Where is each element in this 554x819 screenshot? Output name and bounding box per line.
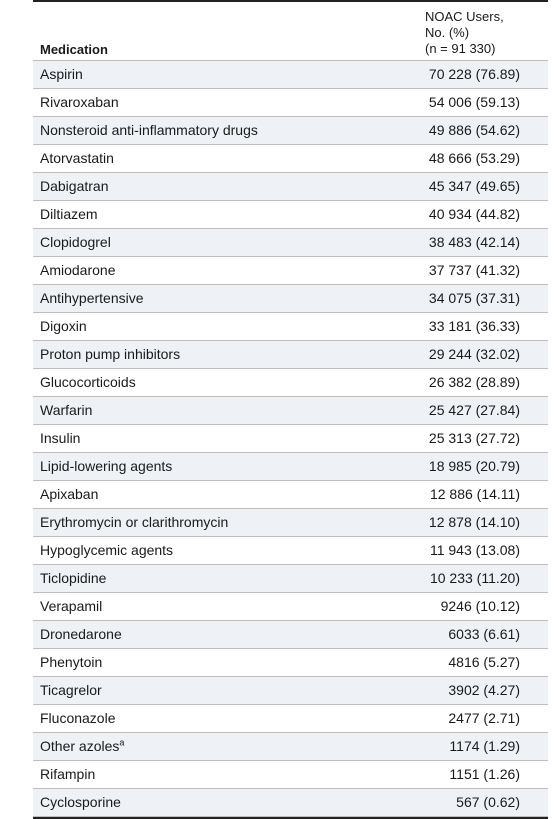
medication-name-text: Ticagrelor xyxy=(40,682,102,698)
noac-users-value: 25 313 (27.72) xyxy=(428,430,520,446)
medication-name xyxy=(40,206,98,222)
medication-name-text: Apixaban xyxy=(40,486,99,502)
noac-users-value: 33 181 (36.33) xyxy=(428,318,520,334)
medication-name xyxy=(40,766,95,782)
table-row xyxy=(33,313,548,341)
noac-users-value: 38 483 (42.14) xyxy=(428,234,520,250)
medication-name-text: Aspirin xyxy=(40,66,83,82)
table-row xyxy=(33,621,548,649)
medication-name-text: Antihypertensive xyxy=(40,290,144,306)
medication-name xyxy=(40,234,111,250)
medication-name xyxy=(40,94,119,110)
medication-name-text: Warfarin xyxy=(40,402,93,418)
medication-name xyxy=(40,458,172,474)
noac-users-value: 9246 (10.12) xyxy=(440,598,520,614)
noac-users-value: 4816 (5.27) xyxy=(448,654,520,670)
medication-name xyxy=(40,122,258,138)
medication-name-text: Dabigatran xyxy=(40,178,109,194)
table-row xyxy=(33,201,548,229)
table-row xyxy=(33,285,548,313)
table-row xyxy=(33,761,548,789)
medication-name-text: Nonsteroid anti-inflammatory drugs xyxy=(40,122,258,138)
table-body xyxy=(33,61,548,817)
noac-users-value: 6033 (6.61) xyxy=(448,626,520,642)
medication-name xyxy=(40,66,83,82)
noac-users-value: 54 006 (59.13) xyxy=(428,94,520,110)
noac-users-value: 25 427 (27.84) xyxy=(428,402,520,418)
medication-name xyxy=(40,346,180,362)
medication-name-text: Lipid-lowering agents xyxy=(40,458,173,474)
table-row xyxy=(33,61,548,89)
table-row xyxy=(33,341,548,369)
noac-header-line-2: No. (%) xyxy=(425,25,470,40)
table-row xyxy=(33,733,548,761)
medication-name-text: Glucocorticoids xyxy=(40,374,136,390)
table-row xyxy=(33,509,548,537)
medication-name xyxy=(40,626,122,642)
table-row xyxy=(33,481,548,509)
medication-name xyxy=(40,262,116,278)
noac-header-line-1: NOAC Users, xyxy=(425,9,504,24)
medication-name xyxy=(40,150,114,166)
medication-name-text: Atorvastatin xyxy=(40,150,114,166)
noac-users-value: 11 943 (13.08) xyxy=(429,542,520,558)
table-row xyxy=(33,705,548,733)
medication-name-text: Clopidogrel xyxy=(40,234,111,250)
medication-name xyxy=(40,178,109,194)
table-row xyxy=(33,89,548,117)
medication-name xyxy=(40,402,92,418)
noac-users-value: 18 985 (20.79) xyxy=(428,458,520,474)
table-row xyxy=(33,369,548,397)
noac-users-value: 567 (0.62) xyxy=(456,794,520,810)
medication-name-text: Dronedarone xyxy=(40,626,122,642)
noac-users-value: 12 886 (14.11) xyxy=(429,486,520,502)
medication-name xyxy=(40,486,98,502)
table-row xyxy=(33,565,548,593)
noac-users-value: 2477 (2.71) xyxy=(448,710,520,726)
noac-users-column-header xyxy=(425,9,504,57)
medication-name-text: Rivaroxaban xyxy=(40,94,119,110)
table-row xyxy=(33,453,548,481)
medication-name xyxy=(40,290,144,306)
noac-users-value: 37 737 (41.32) xyxy=(428,262,520,278)
medication-name-text: Cyclosporine xyxy=(40,794,121,810)
medication-name xyxy=(40,514,228,530)
noac-users-value: 70 228 (76.89) xyxy=(428,66,520,82)
medication-name-text: Erythromycin or clarithromycin xyxy=(40,514,229,530)
footnote-marker: a xyxy=(119,737,125,748)
medication-name xyxy=(40,374,136,390)
table-row xyxy=(33,229,548,257)
noac-users-value: 3902 (4.27) xyxy=(448,682,520,698)
medication-name-text: Insulin xyxy=(40,430,81,446)
table-row xyxy=(33,173,548,201)
noac-users-value: 29 244 (32.02) xyxy=(428,346,520,362)
medication-name xyxy=(40,794,121,810)
medication-name-text: Diltiazem xyxy=(40,206,98,222)
medication-name xyxy=(40,738,124,754)
medication-column-header: Medication xyxy=(40,42,108,57)
table-header xyxy=(33,2,548,61)
table-row xyxy=(33,397,548,425)
medication-name-text: Rifampin xyxy=(40,766,96,782)
noac-users-value: 34 075 (37.31) xyxy=(428,290,520,306)
table-row xyxy=(33,425,548,453)
noac-users-value: 48 666 (53.29) xyxy=(428,150,520,166)
table-row xyxy=(33,593,548,621)
noac-users-value: 40 934 (44.82) xyxy=(428,206,520,222)
table-row xyxy=(33,257,548,285)
medication-name-text: Other azoles xyxy=(40,738,120,754)
medication-name-text: Fluconazole xyxy=(40,710,116,726)
noac-users-value: 10 233 (11.20) xyxy=(429,570,520,586)
medication-name-text: Ticlopidine xyxy=(40,570,107,586)
medication-name xyxy=(40,598,102,614)
noac-users-value: 45 347 (49.65) xyxy=(428,178,520,194)
medication-name-text: Hypoglycemic agents xyxy=(40,542,174,558)
noac-users-value: 1174 (1.29) xyxy=(449,738,520,754)
table-row xyxy=(33,117,548,145)
noac-users-value: 12 878 (14.10) xyxy=(428,514,520,530)
table-row xyxy=(33,145,548,173)
medication-name xyxy=(40,430,80,446)
table-row xyxy=(33,537,548,565)
medication-table xyxy=(33,0,548,819)
medication-name-text: Phenytoin xyxy=(40,654,103,670)
noac-header-line-3: (n = 91 330) xyxy=(425,41,496,56)
medication-name xyxy=(40,710,116,726)
medication-name-text: Verapamil xyxy=(40,598,103,614)
table-row xyxy=(33,789,548,817)
medication-name xyxy=(40,682,102,698)
noac-users-value: 1151 (1.26) xyxy=(449,766,520,782)
noac-users-value: 26 382 (28.89) xyxy=(428,374,520,390)
medication-name xyxy=(40,654,102,670)
table-row xyxy=(33,649,548,677)
medication-name xyxy=(40,570,106,586)
table-row xyxy=(33,677,548,705)
medication-name-text: Digoxin xyxy=(40,318,87,334)
medication-name-text: Amiodarone xyxy=(40,262,116,278)
medication-name xyxy=(40,318,87,334)
noac-users-value: 49 886 (54.62) xyxy=(428,122,520,138)
medication-name-text: Proton pump inhibitors xyxy=(40,346,181,362)
medication-name xyxy=(40,542,173,558)
